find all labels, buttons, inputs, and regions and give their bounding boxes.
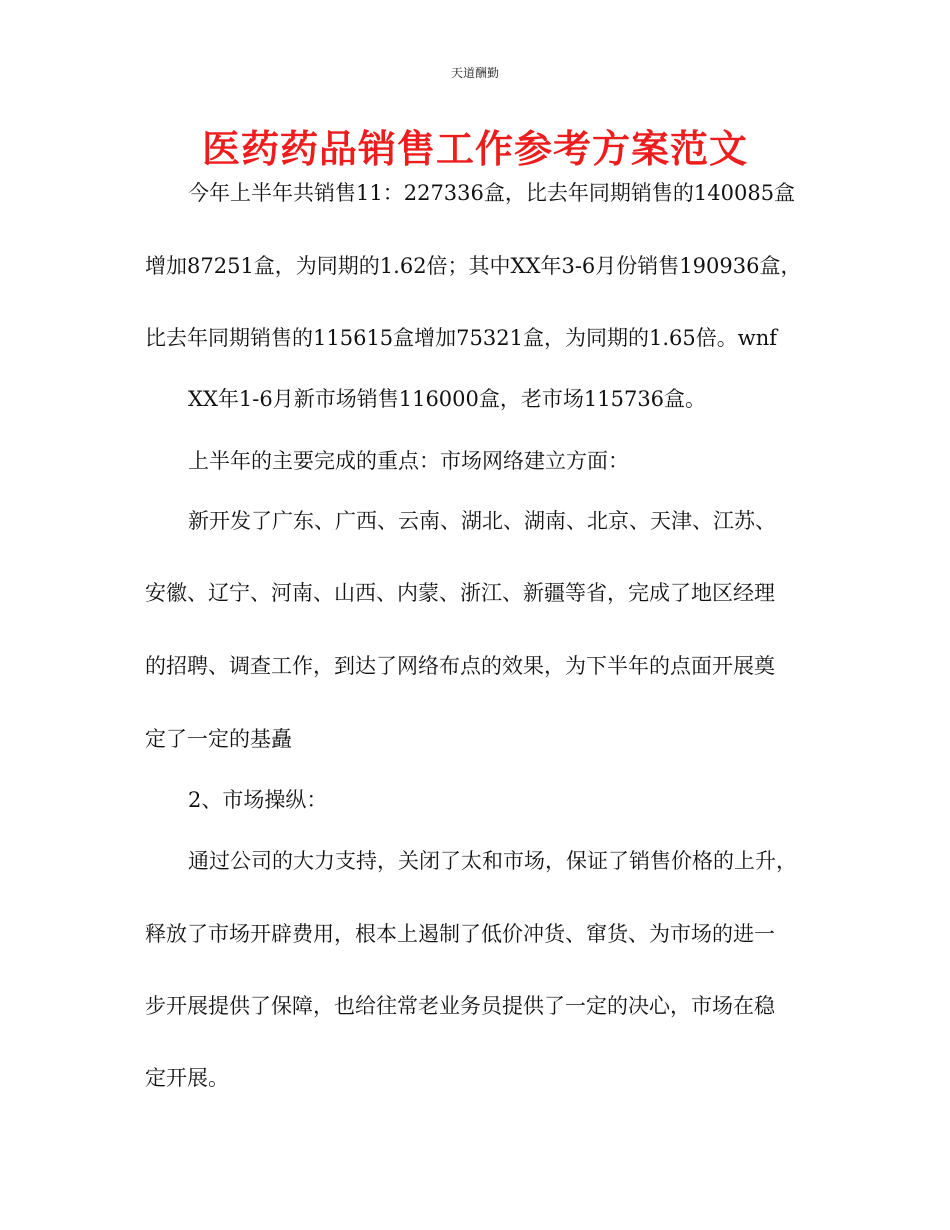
body-line-14: 定开展。 (145, 1066, 229, 1090)
page-header: 天道酬勤 (450, 66, 499, 80)
body-line-1: 今年上半年共销售11：227336盒，比去年同期销售的140085盒 (188, 181, 796, 205)
body-line-9: 定了一定的基矗 (145, 727, 292, 751)
body-line-10: 2、市场操纵： (188, 788, 328, 812)
body-line-2: 增加87251盒，为同期的1.62倍；其中XX年3-6月份销售190936盒， (145, 254, 802, 278)
body-line-8: 的招聘、调查工作，到达了网络布点的效果，为下半年的点面开展奠 (145, 654, 775, 678)
body-line-5: 上半年的主要完成的重点：市场网络建立方面： (188, 449, 629, 473)
body-line-7: 安徽、辽宁、河南、山西、内蒙、浙江、新疆等省，完成了地区经理 (145, 581, 775, 605)
body-line-6: 新开发了广东、广西、云南、湖北、湖南、北京、天津、江苏、 (188, 509, 776, 533)
body-line-11: 通过公司的大力支持，关闭了太和市场，保证了销售价格的上升， (188, 849, 797, 873)
body-line-3: 比去年同期销售的115615盒增加75321盒，为同期的1.65倍。wnf (145, 326, 777, 350)
body-line-13: 步开展提供了保障，也给往常老业务员提供了一定的决心，市场在稳 (145, 994, 775, 1018)
document-title: 医药药品销售工作参考方案范文 (201, 127, 748, 171)
body-line-4: XX年1-6月新市场销售116000盒，老市场115736盒。 (188, 387, 707, 411)
body-line-12: 释放了市场开辟费用，根本上遏制了低价冲货、窜货、为市场的进一 (145, 922, 775, 946)
